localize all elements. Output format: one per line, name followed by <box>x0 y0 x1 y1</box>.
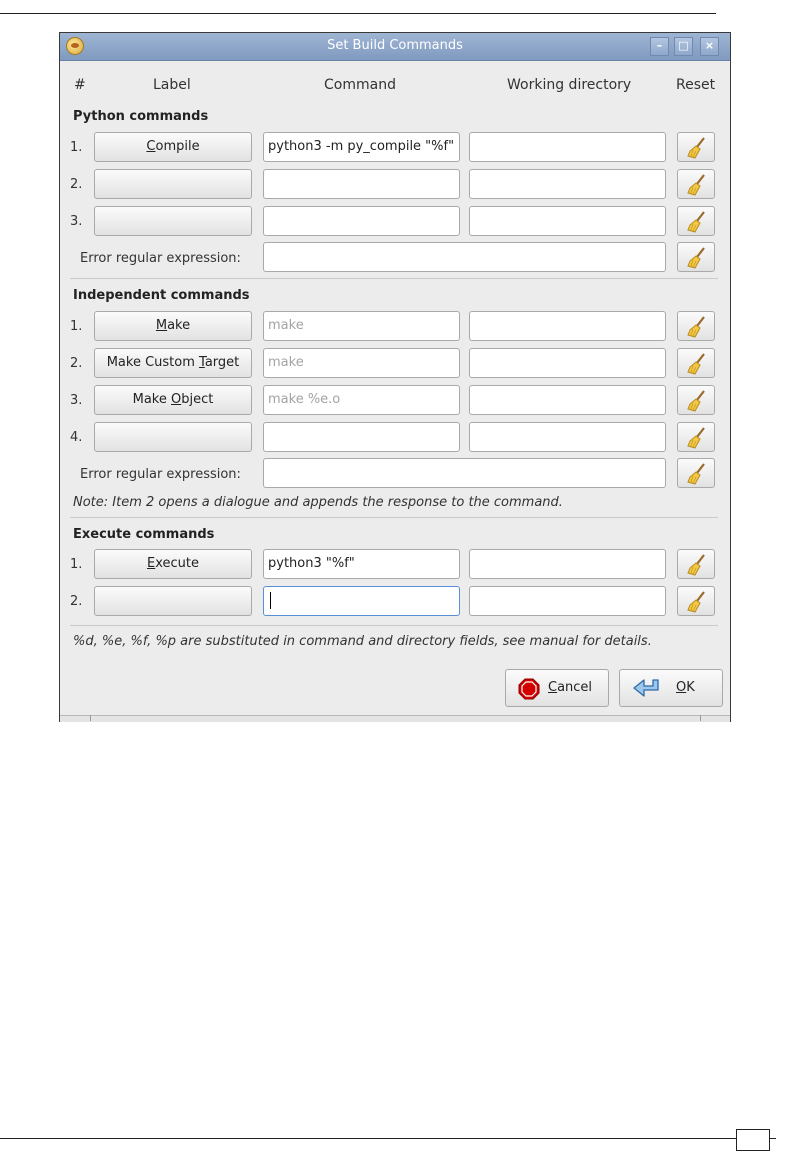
broom-icon <box>687 247 707 269</box>
broom-icon <box>687 137 707 159</box>
python-workdir-field-3[interactable] <box>469 206 666 236</box>
row-number: 2. <box>70 594 83 609</box>
col-header-working-directory: Working directory <box>507 77 632 93</box>
col-header-reset: Reset <box>676 77 716 93</box>
python-label-button-1[interactable]: Compile <box>94 132 252 162</box>
col-header-num: # <box>74 77 86 93</box>
independent-reset-button-1[interactable] <box>677 311 715 341</box>
execute-section-title: Execute commands <box>73 527 215 542</box>
independent-error-reset-button[interactable] <box>677 458 715 488</box>
independent-command-field-1[interactable]: make <box>263 311 460 341</box>
independent-note: Note: Item 2 opens a dialogue and appends the response to the command. <box>73 495 563 510</box>
section-separator <box>70 625 718 626</box>
python-command-field-2[interactable] <box>263 169 460 199</box>
return-arrow-icon <box>632 678 666 700</box>
col-header-label: Label <box>153 77 191 93</box>
row-number: 4. <box>70 430 83 445</box>
independent-reset-button-4[interactable] <box>677 422 715 452</box>
row-number: 3. <box>70 214 83 229</box>
col-header-command: Command <box>324 77 396 93</box>
row-number: 1. <box>70 319 83 334</box>
python-workdir-field-1[interactable] <box>469 132 666 162</box>
window-title: Set Build Commands <box>327 38 463 53</box>
broom-icon <box>687 353 707 375</box>
python-label-button-2[interactable] <box>94 169 252 199</box>
python-reset-button-1[interactable] <box>677 132 715 162</box>
execute-workdir-field-1[interactable] <box>469 549 666 579</box>
strip-divider <box>700 715 701 721</box>
minimize-button[interactable]: – <box>650 37 669 56</box>
broom-icon <box>687 211 707 233</box>
independent-label-button-1[interactable]: Make <box>94 311 252 341</box>
close-button[interactable]: × <box>700 37 719 56</box>
python-section-title: Python commands <box>73 109 209 124</box>
independent-reset-button-2[interactable] <box>677 348 715 378</box>
stop-icon <box>518 678 540 700</box>
broom-icon <box>687 463 707 485</box>
independent-section-title: Independent commands <box>73 288 250 303</box>
strip-divider <box>90 715 91 721</box>
broom-icon <box>687 390 707 412</box>
independent-label-button-3[interactable]: Make Object <box>94 385 252 415</box>
execute-reset-button-1[interactable] <box>677 549 715 579</box>
independent-command-field-4[interactable] <box>263 422 460 452</box>
broom-icon <box>687 316 707 338</box>
python-reset-button-2[interactable] <box>677 169 715 199</box>
broom-icon <box>687 174 707 196</box>
independent-workdir-field-4[interactable] <box>469 422 666 452</box>
section-separator <box>70 278 718 279</box>
execute-workdir-field-2[interactable] <box>469 586 666 616</box>
cancel-button[interactable]: Cancel <box>505 669 609 707</box>
row-number: 1. <box>70 140 83 155</box>
independent-label-button-2[interactable]: Make Custom Target <box>94 348 252 378</box>
python-command-field-3[interactable] <box>263 206 460 236</box>
execute-command-field-1[interactable]: python3 "%f" <box>263 549 460 579</box>
broom-icon <box>687 427 707 449</box>
row-number: 1. <box>70 557 83 572</box>
python-error-regex-label: Error regular expression: <box>80 251 241 266</box>
independent-label-button-4[interactable] <box>94 422 252 452</box>
page-bottom-rule <box>0 1138 776 1139</box>
broom-icon <box>687 554 707 576</box>
independent-command-field-3[interactable]: make %e.o <box>263 385 460 415</box>
execute-label-button-1[interactable]: Execute <box>94 549 252 579</box>
maximize-button[interactable]: □ <box>674 37 693 56</box>
execute-reset-button-2[interactable] <box>677 586 715 616</box>
independent-workdir-field-2[interactable] <box>469 348 666 378</box>
execute-command-field-2[interactable] <box>263 586 460 616</box>
independent-workdir-field-1[interactable] <box>469 311 666 341</box>
python-command-field-1[interactable]: python3 -m py_compile "%f" <box>263 132 460 162</box>
substitution-note: %d, %e, %f, %p are substituted in command and directory fields, see manual for details. <box>73 634 652 649</box>
independent-error-regex-field[interactable] <box>263 458 666 488</box>
page-top-rule <box>0 13 716 14</box>
execute-label-button-2[interactable] <box>94 586 252 616</box>
python-error-reset-button[interactable] <box>677 242 715 272</box>
independent-command-field-2[interactable]: make <box>263 348 460 378</box>
bottom-status-strip <box>60 715 730 722</box>
independent-error-regex-label: Error regular expression: <box>80 467 241 482</box>
broom-icon <box>687 591 707 613</box>
independent-workdir-field-3[interactable] <box>469 385 666 415</box>
python-error-regex-field[interactable] <box>263 242 666 272</box>
independent-reset-button-3[interactable] <box>677 385 715 415</box>
python-label-button-3[interactable] <box>94 206 252 236</box>
row-number: 2. <box>70 177 83 192</box>
text-caret <box>270 592 271 609</box>
python-workdir-field-2[interactable] <box>469 169 666 199</box>
set-build-commands-dialog <box>59 32 731 722</box>
section-separator <box>70 517 718 518</box>
row-number: 3. <box>70 393 83 408</box>
page-number-box <box>736 1129 770 1151</box>
ok-button[interactable]: OK <box>619 669 723 707</box>
row-number: 2. <box>70 356 83 371</box>
python-reset-button-3[interactable] <box>677 206 715 236</box>
title-bar[interactable] <box>60 33 730 61</box>
